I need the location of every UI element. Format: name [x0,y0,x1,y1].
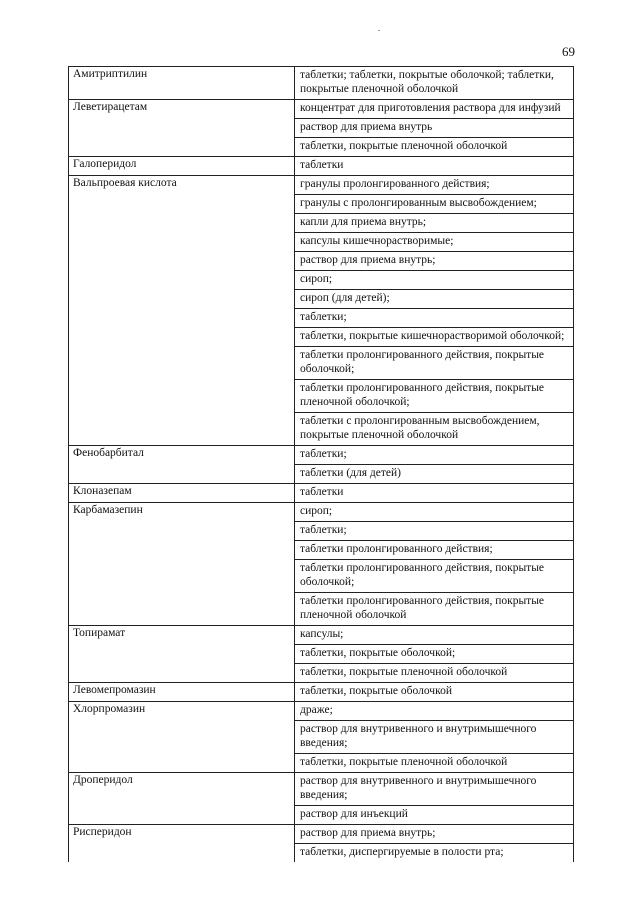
drug-name-cell: Амитриптилин [69,67,295,99]
dosage-form-item: таблетки, покрытые пленочной оболочкой [295,753,573,772]
dosage-form-item: капсулы; [300,628,344,640]
dosage-form-item: таблетки [300,486,344,498]
dosage-form-item: драже; [300,704,333,716]
drug-name-cell: Рисперидон [69,825,295,862]
table-row [69,176,573,446]
drug-table [68,66,574,862]
dosage-forms-cell [295,67,573,99]
drug-name-cell: Топирамат [69,626,295,682]
drug-name-cell: Дроперидол [69,773,295,824]
dosage-form-item: таблетки; [295,308,573,327]
drug-name-cell: Хлорпромазин [69,702,295,772]
dosage-forms-cell [295,446,573,483]
dosage-form-item: таблетки; [295,521,573,540]
dosage-form-item: таблетки [300,159,344,171]
dosage-forms-cell [295,157,573,175]
table-row [69,626,573,683]
dosage-form-item: раствор для внутривенного и внутримышечного введения; [300,775,537,801]
dosage-forms-cell [295,683,573,701]
dosage-form-item: концентрат для приготовления раствора для инфузий [300,102,561,114]
dosage-form-item: таблетки (для детей) [295,464,573,483]
dosage-forms-cell [295,773,573,824]
dosage-form-item: сироп; [300,505,333,517]
drug-name-cell: Левомепромазин [69,683,295,701]
scan-mark [378,30,380,31]
dosage-forms-cell [295,626,573,682]
dosage-form-item: таблетки, диспергируемые в полости рта; [295,843,573,862]
table-row [69,683,573,702]
dosage-form-item: таблетки, покрытые кишечнорастворимой оболочкой; [295,327,573,346]
dosage-forms-cell [295,702,573,772]
dosage-form-item: таблетки с пролонгированным высвобождением, покрытые пленочной оболочкой [295,412,573,445]
table-row [69,825,573,862]
dosage-form-item: таблетки пролонгированного действия; [295,540,573,559]
dosage-form-item: таблетки пролонгированного действия, покрытые пленочной оболочкой; [295,379,573,412]
dosage-form-item: таблетки, покрытые пленочной оболочкой [295,663,573,682]
dosage-forms-cell [295,484,573,502]
table-row [69,503,573,626]
dosage-form-item: гранулы с пролонгированным высвобождением; [295,194,573,213]
dosage-form-item: раствор для приема внутрь; [300,827,436,839]
dosage-form-item: гранулы пролонгированного действия; [300,178,490,190]
drug-name-cell: Вальпроевая кислота [69,176,295,445]
dosage-form-item: таблетки, покрытые оболочкой [300,685,452,697]
dosage-form-item: сироп; [295,270,573,289]
table-row [69,702,573,773]
dosage-forms-cell [295,100,573,156]
drug-name-cell: Леветирацетам [69,100,295,156]
drug-name-cell: Карбамазепин [69,503,295,625]
dosage-form-item: таблетки пролонгированного действия, покрытые пленочной оболочкой [295,592,573,625]
dosage-form-item: таблетки пролонгированного действия, покрытые оболочкой; [295,559,573,592]
dosage-form-item: капли для приема внутрь; [295,213,573,232]
drug-name-cell: Фенобарбитал [69,446,295,483]
table-row [69,157,573,176]
dosage-form-item: капсулы кишечнорастворимые; [295,232,573,251]
dosage-form-item: таблетки, покрытые пленочной оболочкой [295,137,573,156]
page-number: 69 [562,44,575,59]
drug-name-cell: Галоперидол [69,157,295,175]
dosage-form-item: раствор для инъекций [295,805,573,824]
drug-name-cell: Клоназепам [69,484,295,502]
table-row [69,100,573,157]
dosage-form-item: таблетки, покрытые оболочкой; [295,644,573,663]
dosage-forms-cell [295,176,573,445]
table-row [69,67,573,100]
dosage-forms-cell [295,503,573,625]
table-row [69,773,573,825]
dosage-form-item: сироп (для детей); [295,289,573,308]
dosage-form-item: раствор для внутривенного и внутримышечного введения; [295,720,573,753]
dosage-form-item: таблетки; [300,448,347,460]
dosage-form-item: таблетки пролонгированного действия, покрытые оболочкой; [295,346,573,379]
dosage-form-item: таблетки; таблетки, покрытые оболочкой; таблетки, покрытые пленочной оболочкой [300,69,554,95]
dosage-form-item: раствор для приема внутрь; [295,251,573,270]
dosage-forms-cell [295,825,573,862]
table-row [69,484,573,503]
dosage-form-item: раствор для приема внутрь [295,118,573,137]
table-row [69,446,573,484]
